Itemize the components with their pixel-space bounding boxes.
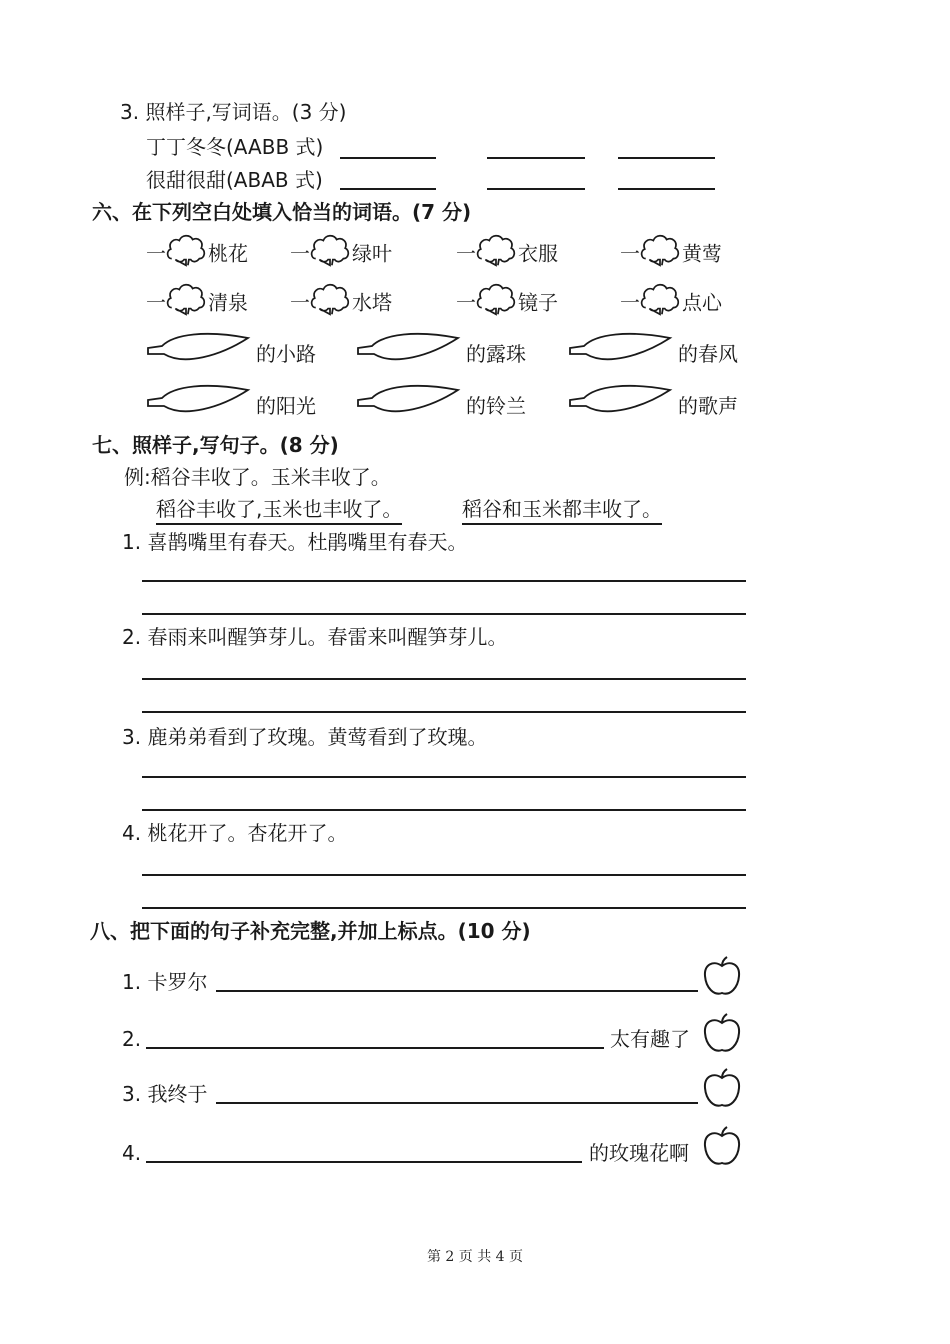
q8-item-4-tail: 的玫瑰花啊: [589, 1141, 689, 1165]
prefix-yi: 一: [456, 241, 476, 266]
answer-blank[interactable]: [340, 157, 436, 159]
answer-line[interactable]: [142, 776, 746, 778]
apple-answer-box[interactable]: [702, 1126, 742, 1168]
q8-item-2-num: 2.: [122, 1027, 142, 1051]
answer-blank[interactable]: [146, 1047, 604, 1049]
leaf-answer-box[interactable]: [356, 380, 462, 422]
q7-item-3: 3. 鹿弟弟看到了玫瑰。黄莺看到了玫瑰。: [122, 725, 488, 749]
cloud-answer-box[interactable]: [310, 233, 350, 269]
cloud-word: 绿叶: [352, 241, 392, 266]
cloud-word: 衣服: [518, 241, 558, 266]
cloud-word: 点心: [682, 290, 722, 315]
cloud-word: 黄莺: [682, 241, 722, 266]
answer-blank[interactable]: [216, 1102, 698, 1104]
answer-line[interactable]: [142, 678, 746, 680]
cloud-word: 桃花: [208, 241, 248, 266]
leaf-answer-box[interactable]: [568, 380, 674, 422]
q8-item-2-tail: 太有趣了: [610, 1027, 690, 1051]
leaf-word: 的露珠: [466, 342, 526, 366]
prefix-yi: 一: [456, 290, 476, 315]
apple-answer-box[interactable]: [702, 956, 742, 998]
q8-item-1-label: 1. 卡罗尔: [122, 970, 208, 994]
cloud-item: [290, 290, 392, 318]
aabb-label: 丁丁冬冬(AABB 式): [146, 135, 324, 159]
answer-blank[interactable]: [487, 188, 585, 190]
cloud-word: 镜子: [518, 290, 558, 315]
answer-line[interactable]: [142, 711, 746, 713]
q7-example-answer-1: 稻谷丰收了,玉米也丰收了。: [156, 497, 402, 521]
answer-line[interactable]: [142, 874, 746, 876]
q7-example: 例:稻谷丰收了。玉米丰收了。: [124, 465, 391, 489]
answer-line[interactable]: [142, 809, 746, 811]
prefix-yi: 一: [146, 241, 166, 266]
q7-example-answer-2: 稻谷和玉米都丰收了。: [462, 497, 662, 521]
cloud-item: [146, 290, 248, 318]
leaf-answer-box[interactable]: [568, 328, 674, 370]
answer-blank[interactable]: [618, 188, 715, 190]
cloud-item: [456, 241, 558, 269]
q8-heading: 八、把下面的句子补充完整,并加上标点。(10 分): [90, 919, 531, 943]
leaf-word: 的春风: [678, 342, 738, 366]
prefix-yi: 一: [290, 290, 310, 315]
q8-item-3-label: 3. 我终于: [122, 1082, 208, 1106]
prefix-yi: 一: [290, 241, 310, 266]
leaf-answer-box[interactable]: [146, 380, 252, 422]
prefix-yi: 一: [620, 290, 640, 315]
cloud-answer-box[interactable]: [166, 233, 206, 269]
leaf-answer-box[interactable]: [356, 328, 462, 370]
answer-blank[interactable]: [487, 157, 585, 159]
cloud-item: [290, 241, 392, 269]
prefix-yi: 一: [620, 241, 640, 266]
q7-item-4: 4. 桃花开了。杏花开了。: [122, 821, 348, 845]
cloud-item: [620, 290, 722, 318]
cloud-word: 清泉: [208, 290, 248, 315]
cloud-item: [620, 241, 722, 269]
page-number: 第 2 页 共 4 页: [426, 1249, 524, 1265]
cloud-item: [146, 241, 248, 269]
q7-item-2: 2. 春雨来叫醒笋芽儿。春雷来叫醒笋芽儿。: [122, 625, 508, 649]
answer-blank[interactable]: [146, 1161, 582, 1163]
q8-item-4-num: 4.: [122, 1141, 142, 1165]
leaf-word: 的铃兰: [466, 394, 526, 418]
prefix-yi: 一: [146, 290, 166, 315]
cloud-item: [456, 290, 558, 318]
answer-blank[interactable]: [216, 990, 698, 992]
leaf-word: 的小路: [256, 342, 316, 366]
answer-line[interactable]: [142, 907, 746, 909]
q7-heading: 七、照样子,写句子。(8 分): [92, 433, 339, 457]
abab-label: 很甜很甜(ABAB 式): [146, 168, 323, 192]
q5-3-heading: 3. 照样子,写词语。(3 分): [120, 100, 347, 124]
answer-line[interactable]: [142, 580, 746, 582]
answer-blank[interactable]: [618, 157, 715, 159]
apple-answer-box[interactable]: [702, 1068, 742, 1110]
cloud-answer-box[interactable]: [476, 233, 516, 269]
cloud-answer-box[interactable]: [476, 282, 516, 318]
leaf-answer-box[interactable]: [146, 328, 252, 370]
q6-heading: 六、在下列空白处填入恰当的词语。(7 分): [92, 200, 472, 224]
answer-blank[interactable]: [340, 188, 436, 190]
cloud-answer-box[interactable]: [166, 282, 206, 318]
q7-item-1: 1. 喜鹊嘴里有春天。杜鹃嘴里有春天。: [122, 530, 468, 554]
leaf-word: 的阳光: [256, 394, 316, 418]
leaf-word: 的歌声: [678, 394, 738, 418]
cloud-word: 水塔: [352, 290, 392, 315]
cloud-answer-box[interactable]: [310, 282, 350, 318]
apple-answer-box[interactable]: [702, 1013, 742, 1055]
answer-line[interactable]: [142, 613, 746, 615]
cloud-answer-box[interactable]: [640, 233, 680, 269]
cloud-answer-box[interactable]: [640, 282, 680, 318]
